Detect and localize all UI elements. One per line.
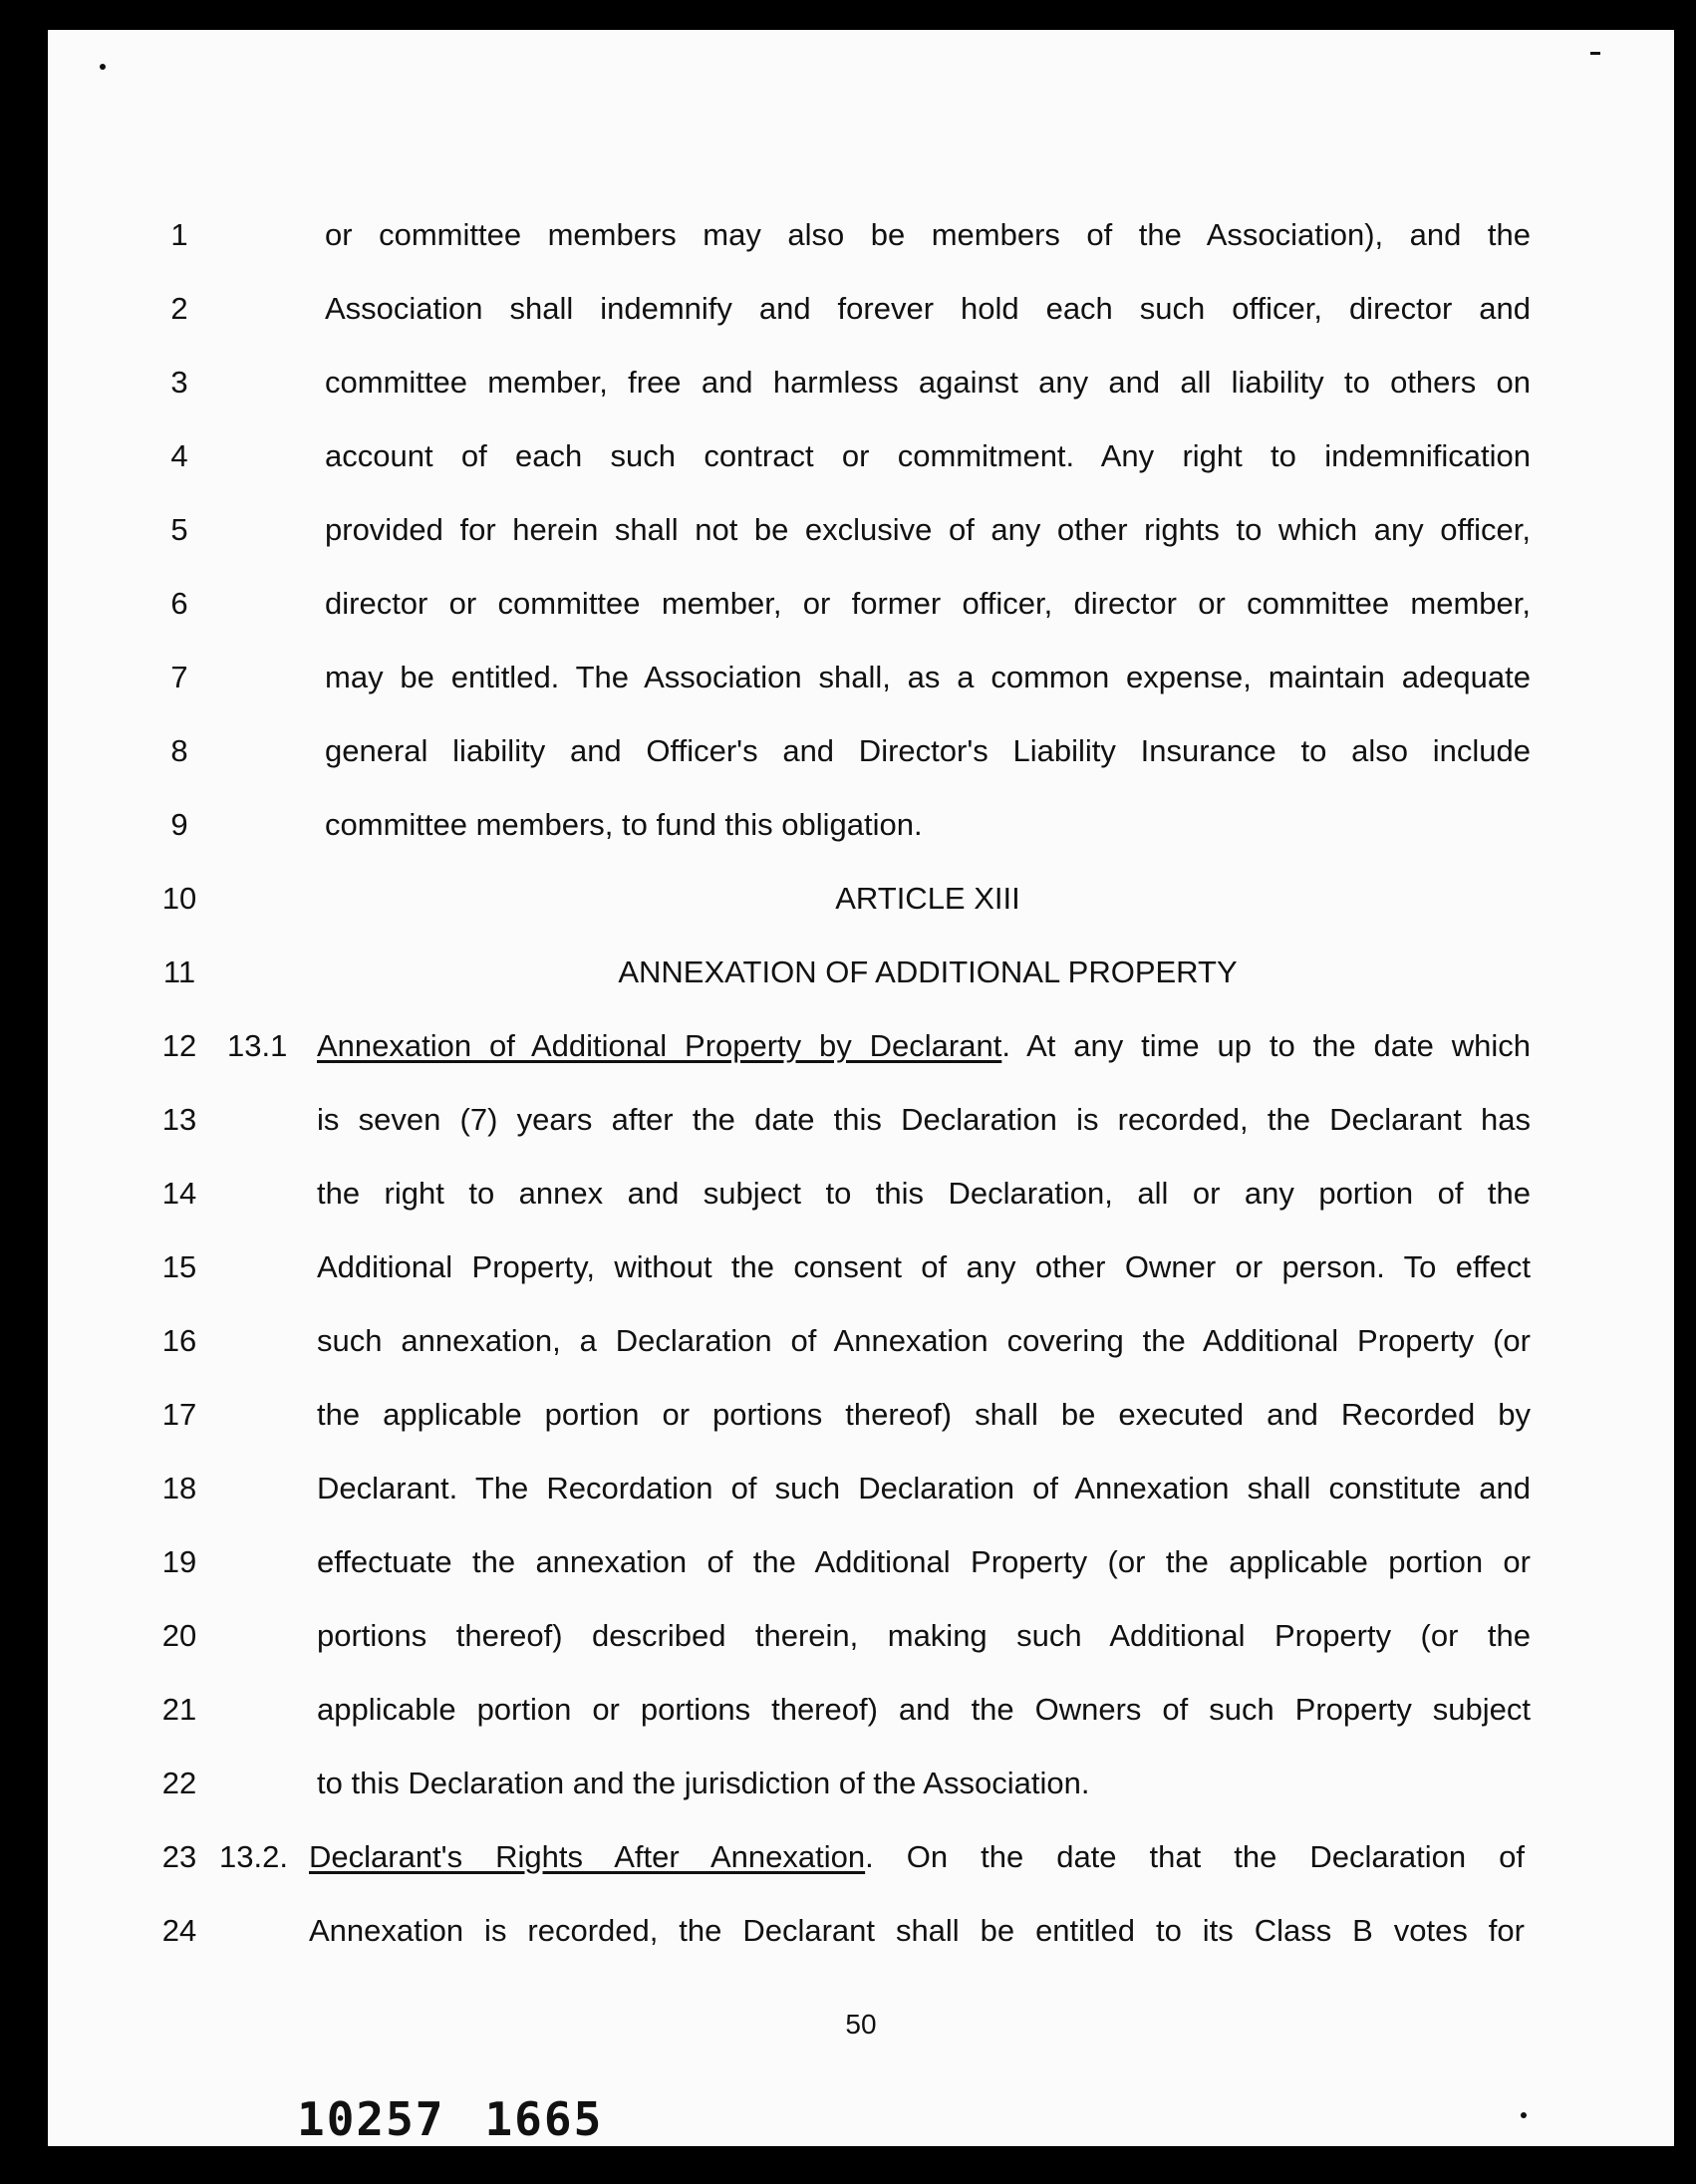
line-number: 13 xyxy=(161,1102,197,1137)
scan-speck xyxy=(100,64,106,70)
line-number: 16 xyxy=(161,1323,197,1358)
line-number: 19 xyxy=(161,1544,197,1579)
line-number: 21 xyxy=(161,1692,197,1727)
line-number: 17 xyxy=(161,1397,197,1432)
body-text-line: provided for herein shall not be exclusive of any other rights to which any officer, xyxy=(325,512,1531,547)
body-text-line: Additional Property, without the consent of any other Owner or person. To effect xyxy=(317,1249,1531,1284)
body-text-line: director or committee member, or former officer, director or committee member, xyxy=(325,586,1531,621)
line-number: 22 xyxy=(161,1766,197,1800)
body-text-line: the applicable portion or portions thereof) shall be executed and Recorded by xyxy=(317,1397,1531,1432)
scan-speck xyxy=(1521,2112,1527,2118)
line-number: 6 xyxy=(170,586,188,621)
section-title: Annexation of Additional Property by Declarant xyxy=(317,1028,1002,1063)
section-first-line-text: . At any time up to the date which xyxy=(1001,1028,1531,1063)
body-text-line: or committee members may also be members of the Association), and the xyxy=(325,217,1531,252)
body-text-line: Association shall indemnify and forever hold each such officer, director and xyxy=(325,291,1531,326)
section-title: Declarant's Rights After Annexation xyxy=(309,1839,866,1874)
bates-left: 10257 xyxy=(297,2092,445,2146)
section-number: 13.1 xyxy=(227,1028,288,1063)
line-number: 11 xyxy=(162,955,196,989)
line-number: 7 xyxy=(170,660,188,694)
body-text-line: portions thereof) described therein, making such Additional Property (or the xyxy=(317,1618,1531,1653)
scan-speck xyxy=(1590,52,1600,55)
line-number: 23 xyxy=(161,1839,197,1874)
article-number: ARTICLE XIII xyxy=(835,881,1020,916)
line-number: 3 xyxy=(170,365,188,400)
line-number: 15 xyxy=(161,1249,197,1284)
body-text-line: effectuate the annexation of the Additional Property (or the applicable portion or xyxy=(317,1544,1531,1579)
line-number: 4 xyxy=(170,438,188,473)
body-text-line: the right to annex and subject to this Declaration, all or any portion of the xyxy=(317,1176,1531,1211)
body-text-line: such annexation, a Declaration of Annexation covering the Additional Property (or xyxy=(317,1323,1531,1358)
line-number: 9 xyxy=(170,807,188,842)
body-text-line: committee members, to fund this obligation. xyxy=(325,807,923,842)
document-page xyxy=(48,30,1674,2146)
body-text-line: Declarant. The Recordation of such Declaration of Annexation shall constitute and xyxy=(317,1471,1531,1505)
body-text-line: general liability and Officer's and Director's Liability Insurance to also include xyxy=(325,733,1531,768)
line-number: 1 xyxy=(170,217,188,252)
body-text-line: may be entitled. The Association shall, as a common expense, maintain adequate xyxy=(325,660,1531,694)
line-number: 12 xyxy=(161,1028,197,1063)
bates-right: 1665 xyxy=(484,2092,604,2146)
line-number: 8 xyxy=(170,733,188,768)
body-text-line: to this Declaration and the jurisdiction of the Association. xyxy=(317,1766,1090,1800)
bates-number xyxy=(297,2092,603,2146)
body-text-line: Annexation is recorded, the Declarant shall be entitled to its Class B votes for xyxy=(309,1913,1525,1948)
article-title: ANNEXATION OF ADDITIONAL PROPERTY xyxy=(618,955,1238,989)
section-first-line-text: . On the date that the Declaration of xyxy=(865,1839,1525,1874)
line-number: 24 xyxy=(161,1913,197,1948)
line-number: 20 xyxy=(161,1618,197,1653)
page-number: 50 xyxy=(845,2009,877,2040)
section-first-line xyxy=(317,1026,1531,1066)
section-number: 13.2. xyxy=(219,1839,288,1874)
line-number: 2 xyxy=(170,291,188,326)
body-text-line: applicable portion or portions thereof) and the Owners of such Property subject xyxy=(317,1692,1531,1727)
line-number: 14 xyxy=(161,1176,197,1211)
body-text-line: account of each such contract or commitment. Any right to indemnification xyxy=(325,438,1531,473)
line-number: 18 xyxy=(161,1471,197,1505)
body-text-line: is seven (7) years after the date this Declaration is recorded, the Declarant has xyxy=(317,1102,1531,1137)
body-text-line: committee member, free and harmless against any and all liability to others on xyxy=(325,365,1531,400)
section-first-line xyxy=(309,1837,1525,1877)
line-number: 5 xyxy=(170,512,188,547)
line-number: 10 xyxy=(161,881,197,916)
